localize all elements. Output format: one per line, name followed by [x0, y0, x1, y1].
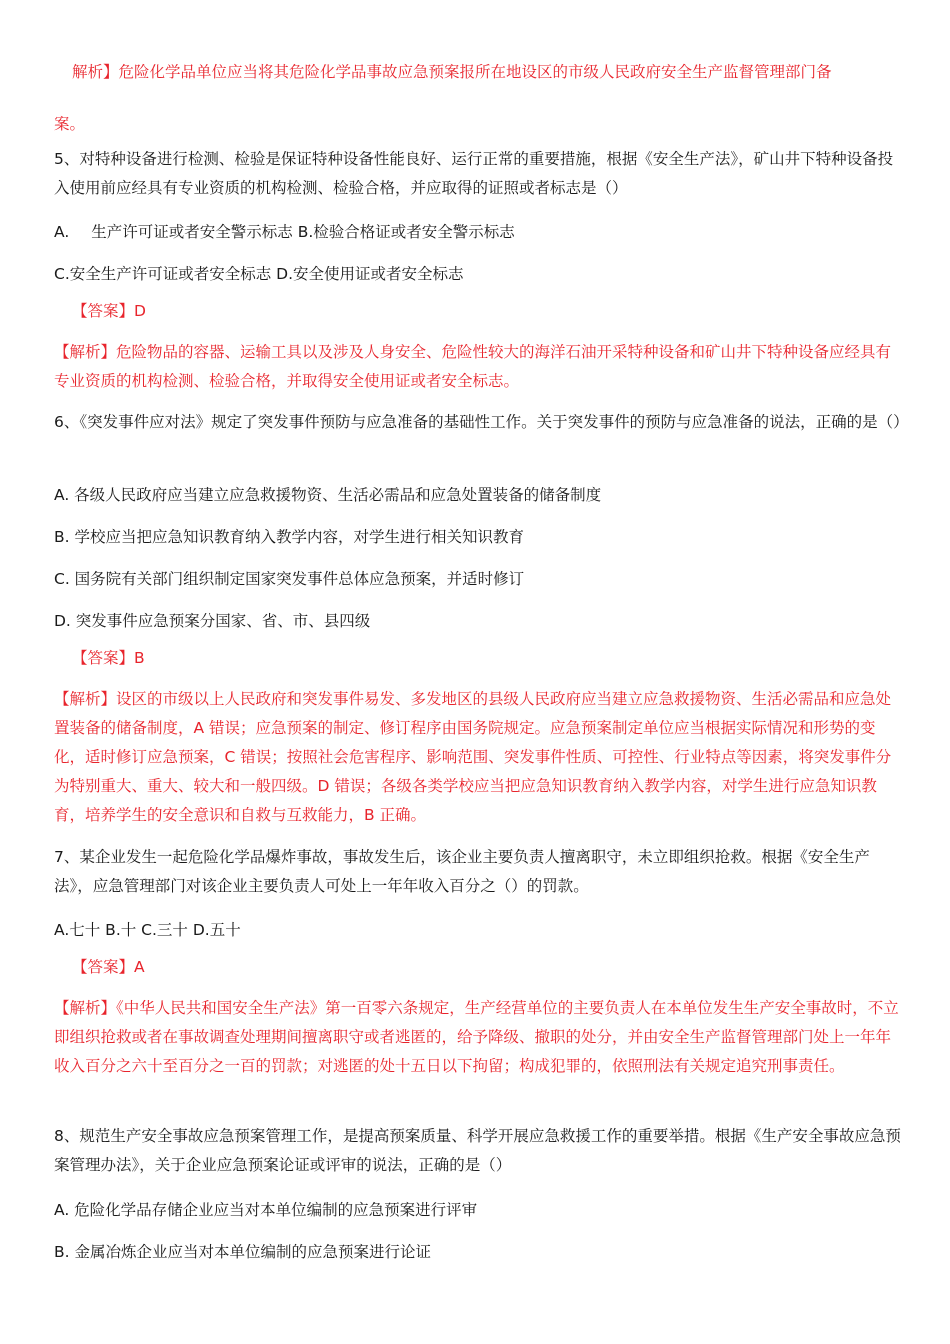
q5-analysis: 【解析】危险物品的容器、运输工具以及涉及人身安全、危险性较大的海洋石油开采特种设备和矿山井下特种设备应经具有专业资质的机构检测、检验合格，并取得安全使用证或者安全标志。	[54, 343, 892, 390]
q6-option-d: D. 突发事件应急预案分国家、省、市、县四级	[54, 612, 371, 630]
q8-stem: 8、规范生产安全事故应急预案管理工作，是提高预案质量、科学开展应急救援工作的重要举措。根据《生产安全事故应急预案管理办法》，关于企业应急预案论证或评审的说法，正确的是（）	[54, 1127, 901, 1174]
q7-analysis: 【解析】《中华人民共和国安全生产法》第一百零六条规定，生产经营单位的主要负责人在本单位发生生产安全事故时，不立即组织抢救或者在事故调查处理期间擅离职守或者逃匿的，给予降级、撤职的处分，并由安全生产监督管理部门处上一年年收入百分之六十至百分之一百的罚款；对逃匿的处十五日以下拘留；构成犯罪的，依照刑法有关规定追究刑事责任。	[54, 999, 899, 1075]
q5-options-ab-text: 生产许可证或者安全警示标志 B.检验合格证或者安全警示标志	[91, 223, 515, 241]
q5-stem: 5、对特种设备进行检测、检验是保证特种设备性能良好、运行正常的重要措施，根据《安全生产法》，矿山井下特种设备投入使用前应经具有专业资质的机构检测、检验合格，并应取得的证照或者标志是（）	[54, 150, 894, 197]
q7-stem: 7、某企业发生一起危险化学品爆炸事故，事故发生后，该企业主要负责人擅离职守，未立即组织抢救。根据《安全生产法》，应急管理部门对该企业主要负责人可处上一年年收入百分之（）的罚款。	[54, 848, 870, 895]
q7-options: A.七十 B.十 C.三十 D.五十	[54, 921, 241, 939]
q6-analysis: 【解析】设区的市级以上人民政府和突发事件易发、多发地区的县级人民政府应当建立应急救援物资、生活必需品和应急处置装备的储备制度，A 错误；应急预案的制定、修订程序由国务院规定。应急预案制定单位应当根据实际情况和形势的变化，适时修订应急预案，C 错误；按照社会危害程序、影响范围、突发事件性质、可控性、行业特点等因素，将突发事件分为特别重大、重大、较大和一般四级。D 错误；各级各类学校应当把应急知识教育纳入教学内容，对学生进行应急知识教育，培养学生的安全意识和自救与互救能力，B 正确。	[54, 690, 892, 824]
q8-option-b: B. 金属冶炼企业应当对本单位编制的应急预案进行论证	[54, 1243, 431, 1261]
q5-answer: 【答案】D	[72, 302, 146, 320]
q5-options-cd: C.安全生产许可证或者安全标志 D.安全使用证或者安全标志	[54, 265, 464, 283]
q6-answer: 【答案】B	[72, 649, 145, 667]
q8-option-a: A. 危险化学品存储企业应当对本单位编制的应急预案进行评审	[54, 1201, 478, 1219]
q6-option-a: A. 各级人民政府应当建立应急救援物资、生活必需品和应急处置装备的储备制度	[54, 486, 602, 504]
q6-option-b: B. 学校应当把应急知识教育纳入教学内容，对学生进行相关知识教育	[54, 528, 524, 546]
prev-analysis-line1: 解析】危险化学品单位应当将其危险化学品事故应急预案报所在地设区的市级人民政府安全生产监督管理部门备	[72, 63, 832, 81]
prev-analysis-line2: 案。	[54, 115, 86, 133]
q5-options-ab	[54, 218, 904, 247]
q7-answer: 【答案】A	[72, 958, 145, 976]
q6-stem: 6、《突发事件应对法》规定了突发事件预防与应急准备的基础性工作。关于突发事件的预防与应急准备的说法，正确的是（）	[54, 413, 909, 431]
q6-option-c: C. 国务院有关部门组织制定国家突发事件总体应急预案，并适时修订	[54, 570, 525, 588]
q5-option-a-marker: A.	[54, 223, 70, 241]
